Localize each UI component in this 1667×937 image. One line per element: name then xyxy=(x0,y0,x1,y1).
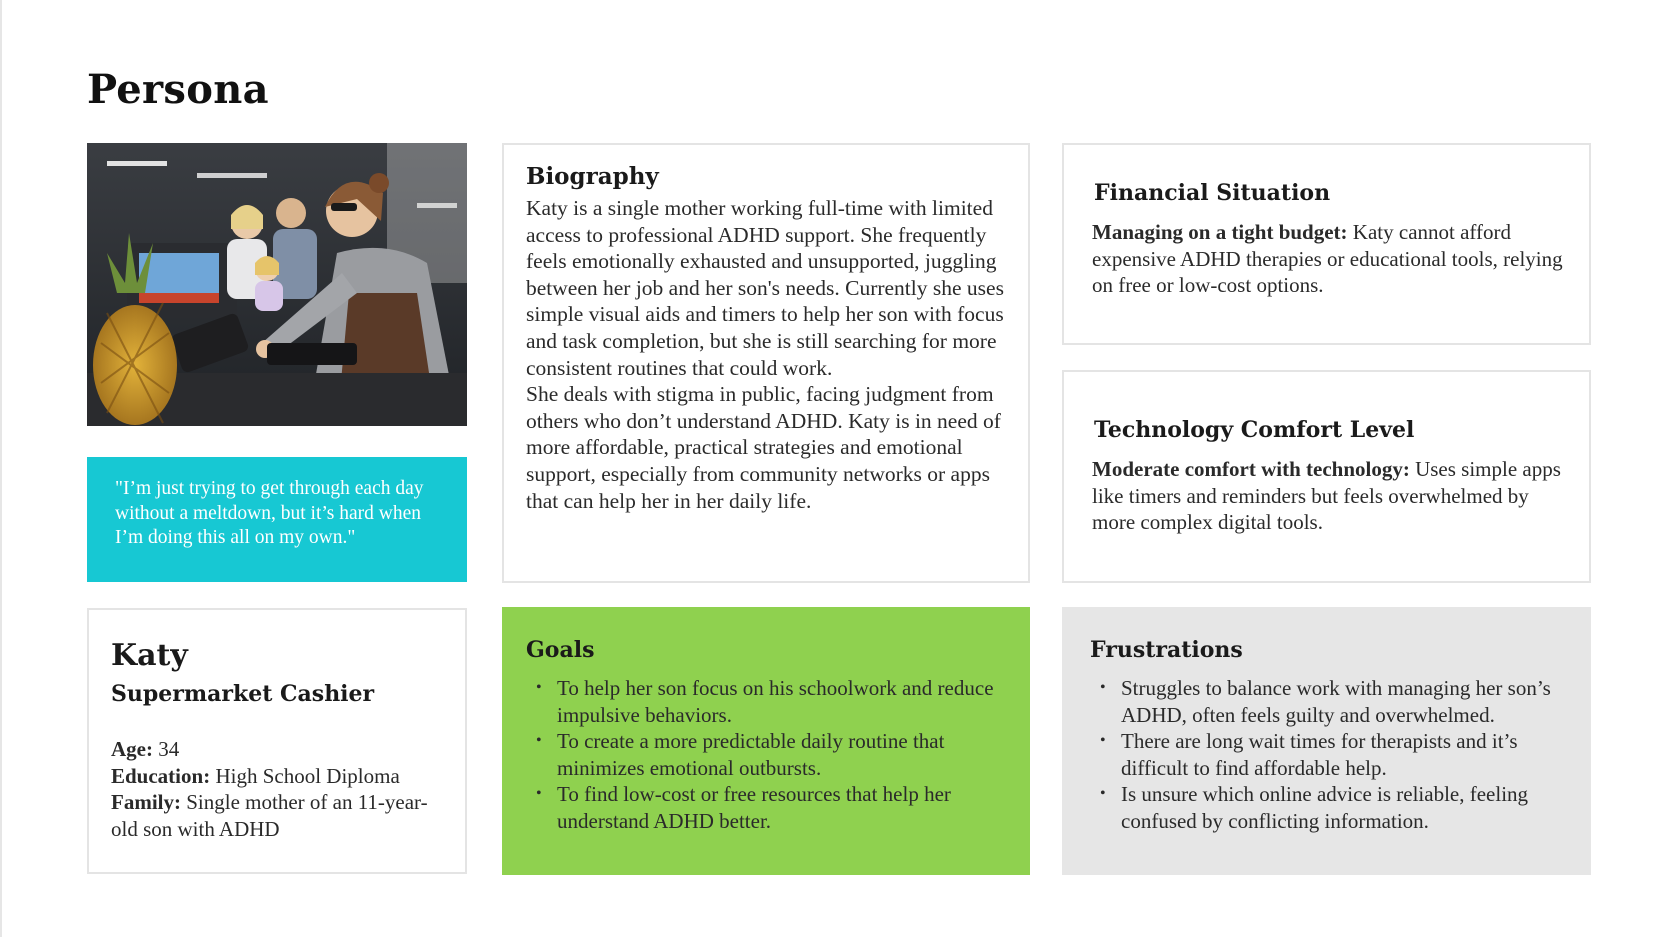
technology-comfort-lead: Moderate comfort with technology: xyxy=(1092,457,1410,481)
profile-family-value: Single mother of an 11-year-old son with ADHD xyxy=(111,790,428,841)
frustrations-title: Frustrations xyxy=(1090,637,1243,663)
technology-comfort-card xyxy=(1062,370,1591,583)
list-item xyxy=(1090,781,1571,834)
profile-age xyxy=(111,736,445,763)
bullet-icon: • xyxy=(1100,679,1106,696)
profile-education-value: High School Diploma xyxy=(210,763,400,788)
list-item xyxy=(1090,675,1571,728)
persona-quote xyxy=(87,457,467,582)
profile-card xyxy=(87,608,467,874)
frustration-text: Is unsure which online advice is reliable, feeling confused by conflicting information. xyxy=(1121,782,1529,833)
profile-age-value: 34 xyxy=(152,737,180,761)
bullet-icon: • xyxy=(536,785,542,803)
frustration-text: There are long wait times for therapists and it’s difficult to find affordable help. xyxy=(1121,729,1518,780)
goals-title: Goals xyxy=(526,637,595,663)
profile-education-label: Education: xyxy=(111,763,211,788)
technology-comfort-title: Technology Comfort Level xyxy=(1094,417,1415,443)
profile-family xyxy=(111,789,445,842)
technology-comfort-text xyxy=(1092,456,1569,536)
frustration-text: Struggles to balance work with managing her son’s ADHD, often feels guilty and overwhelmed. xyxy=(1121,676,1551,727)
financial-situation-card xyxy=(1062,143,1591,345)
list-item xyxy=(526,728,1010,781)
goals-list xyxy=(526,675,1010,835)
persona-name: Katy xyxy=(111,638,188,673)
biography-title: Biography xyxy=(526,163,659,190)
biography-paragraph-1: Katy is a single mother working full-time with limited access to professional ADHD support. She frequently feels emotionally exhausted and unsupported, juggling between her job and her son's needs. Currently she uses simple visual aids and timers to help her son with focus and task completion, but she is still searching for more consistent routines that could work. xyxy=(526,196,1004,380)
bullet-icon: • xyxy=(1100,732,1106,750)
profile-family-label: Family: xyxy=(111,790,181,815)
persona-photo xyxy=(87,143,467,426)
list-item xyxy=(526,675,1010,728)
bullet-icon: • xyxy=(536,679,542,696)
bullet-icon: • xyxy=(536,732,542,750)
frustrations-card xyxy=(1062,607,1591,875)
biography-card xyxy=(502,143,1030,583)
bullet-icon: • xyxy=(1100,785,1106,803)
technology-comfort-body: Uses simple apps like timers and reminders but feels overwhelmed by more complex digital tools. xyxy=(1092,457,1561,535)
page-title: Persona xyxy=(87,66,269,113)
goal-text: To help her son focus on his schoolwork and reduce impulsive behaviors. xyxy=(557,676,994,727)
financial-situation-text xyxy=(1092,219,1569,299)
financial-situation-body: Katy cannot afford expensive ADHD therapies or educational tools, relying on free or low-cost options. xyxy=(1092,220,1563,298)
goals-card xyxy=(502,607,1030,875)
quote-text: "I’m just trying to get through each day without a meltdown, but it’s hard when I’m doing this all on my own." xyxy=(115,478,424,548)
profile-education xyxy=(111,763,445,790)
page-left-edge xyxy=(0,0,2,937)
goal-text: To find low-cost or free resources that help her understand ADHD better. xyxy=(557,782,951,833)
persona-role: Supermarket Cashier xyxy=(111,681,375,707)
goal-text: To create a more predictable daily routine that minimizes emotional outbursts. xyxy=(557,729,945,780)
profile-age-label: Age: xyxy=(111,737,153,761)
biography-paragraph-2: She deals with stigma in public, facing judgment from others who don’t understand ADHD. Katy is in need of more affordable, practical strategies and emotional support, especially from community networks or apps that can help her in her daily life. xyxy=(526,382,1001,513)
financial-situation-title: Financial Situation xyxy=(1094,180,1331,206)
list-item xyxy=(1090,728,1571,781)
financial-situation-lead: Managing on a tight budget: xyxy=(1092,220,1348,244)
list-item xyxy=(526,781,1010,834)
frustrations-list xyxy=(1090,675,1571,835)
